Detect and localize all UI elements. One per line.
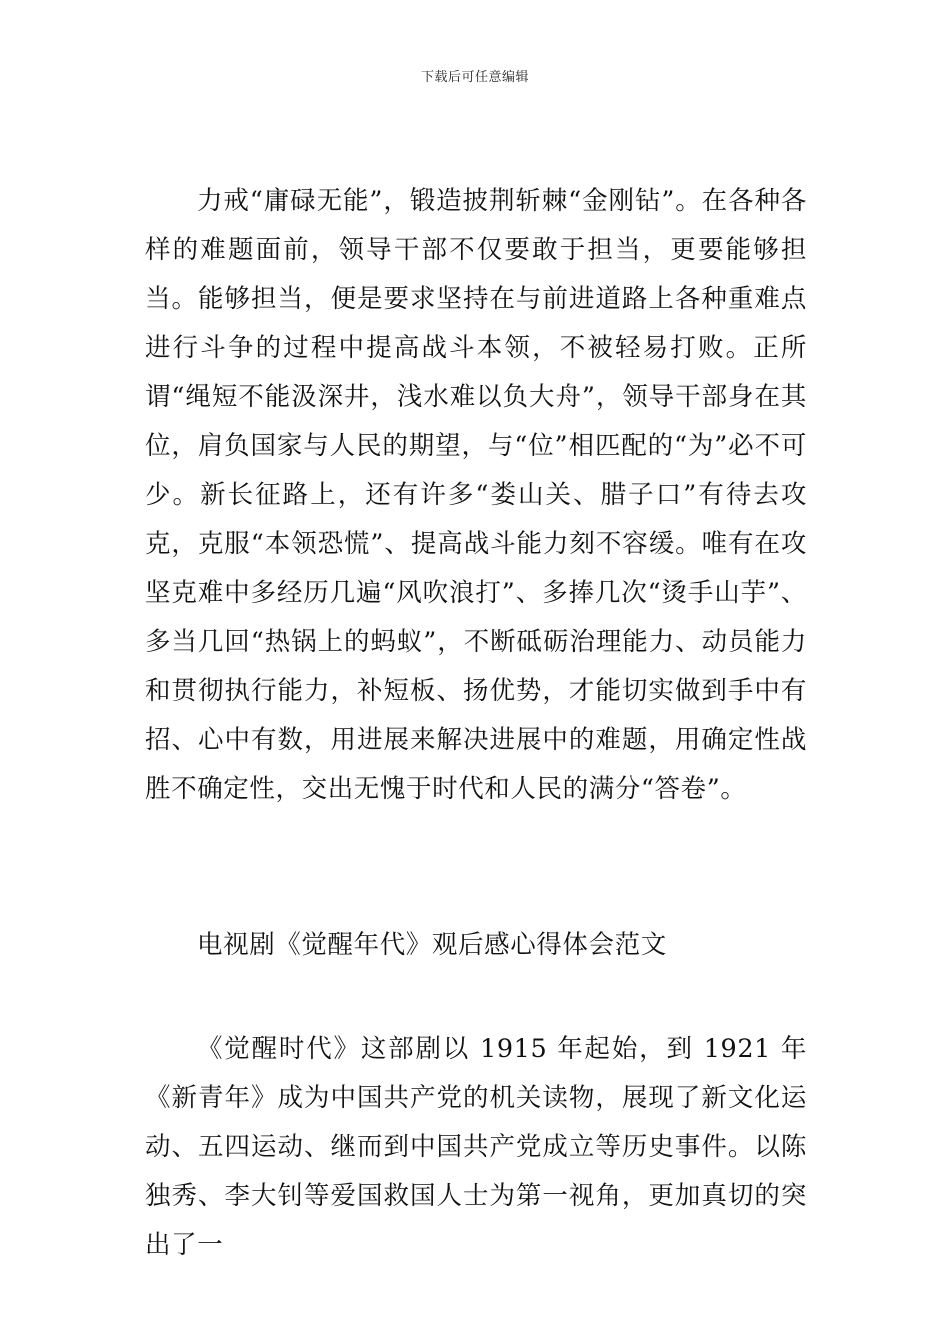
body-paragraph-1: 力戒“庸碌无能”，锻造披荆斩棘“金刚钻”。在各种各样的难题面前，领导干部不仅要敢于担当，更要能够担当。能够担当，便是要求坚持在与前进道路上各种重难点进行斗争的过程中提高战斗本领，不被轻易打败。正所谓“绳短不能汲深井，浅水难以负大舟”，领导干部身在其位，肩负国家与人民的期望，与“位”相匹配的“为”必不可少。新长征路上，还有许多“娄山关、腊子口”有待去攻克，克服“本领恐慌”、提高战斗能力刻不容缓。唯有在攻坚克难中多经历几遍“风吹浪打”、多捧几次“烫手山芋”、多当几回“热锅上的蚂蚁”，不断砥砺治理能力、动员能力和贯彻执行能力，补短板、扬优势，才能切实做到手中有招、心中有数，用进展来解决进展中的难题，用确定性战胜不确定性，交出无愧于时代和人民的满分“答卷”。 bbox=[145, 186, 807, 804]
page-header: 下载后可任意编辑 bbox=[420, 70, 529, 85]
body-paragraph-2: 《觉醒时代》这部剧以 1915 年起始，到 1921 年《新青年》成为中国共产党的机关读物，展现了新文化运动、五四运动、继而到中国共产党成立等历史事件。以陈独秀、李大钊等爱国救国人士为第一视角，更加真切的突出了一 bbox=[145, 1034, 807, 1260]
section-title: 电视剧《觉醒年代》观后感心得体会范文 bbox=[197, 930, 667, 960]
